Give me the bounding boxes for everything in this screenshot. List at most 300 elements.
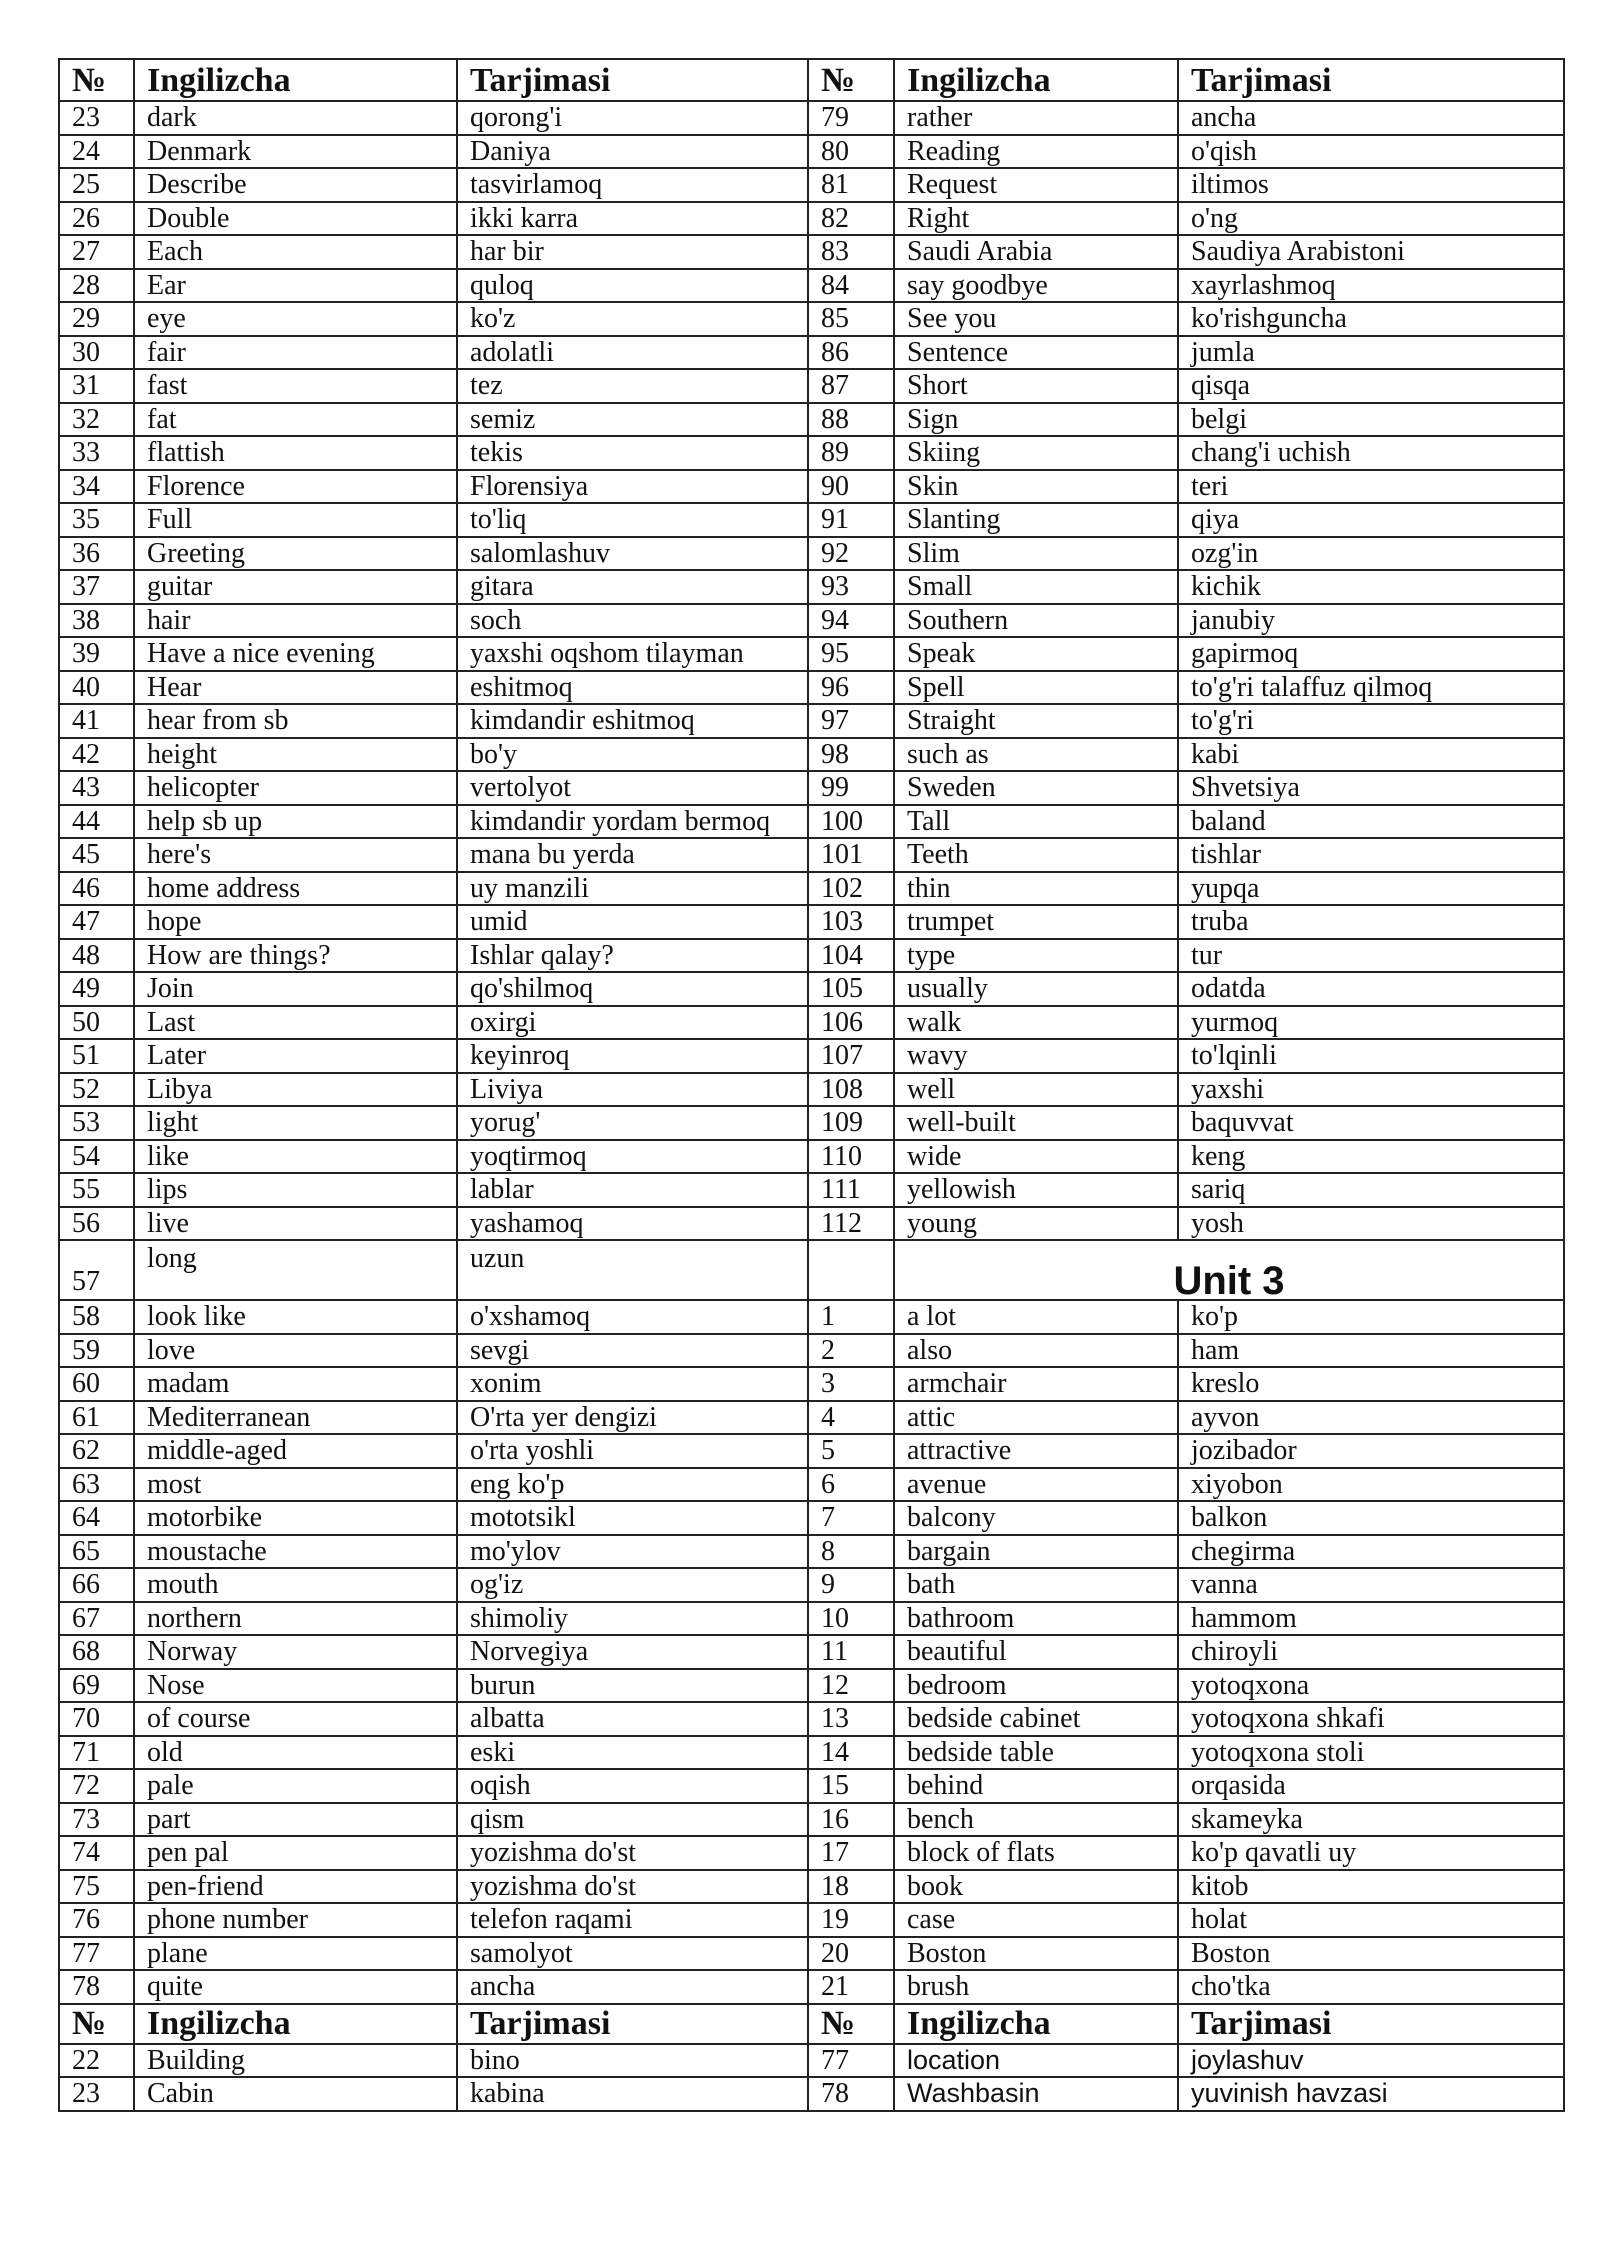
english-word: Request xyxy=(894,168,1178,202)
translation: Florensiya xyxy=(457,470,808,504)
translation: Shvetsiya xyxy=(1178,771,1564,805)
english-word: long xyxy=(134,1240,457,1300)
word-number: 4 xyxy=(808,1401,894,1435)
english-word: bedside cabinet xyxy=(894,1702,1178,1736)
english-word: walk xyxy=(894,1006,1178,1040)
english-word: pale xyxy=(134,1769,457,1803)
table-row xyxy=(59,1937,1564,1971)
translation: vertolyot xyxy=(457,771,808,805)
word-number: 24 xyxy=(59,135,134,169)
english-word: dark xyxy=(134,101,457,135)
english-word: fair xyxy=(134,336,457,370)
word-number: 93 xyxy=(808,570,894,604)
word-number: 94 xyxy=(808,604,894,638)
table-row xyxy=(59,269,1564,303)
translation: har bir xyxy=(457,235,808,269)
translation: samolyot xyxy=(457,1937,808,1971)
word-number: 73 xyxy=(59,1803,134,1837)
word-number: 51 xyxy=(59,1039,134,1073)
english-word: mouth xyxy=(134,1568,457,1602)
word-number: 99 xyxy=(808,771,894,805)
header-english: Ingilizcha xyxy=(134,59,457,101)
word-number: 105 xyxy=(808,972,894,1006)
word-number: 79 xyxy=(808,101,894,135)
table-row xyxy=(59,1106,1564,1140)
translation: Norvegiya xyxy=(457,1635,808,1669)
table-row xyxy=(59,1836,1564,1870)
english-word: pen-friend xyxy=(134,1870,457,1904)
header-translation: Tarjimasi xyxy=(457,59,808,101)
english-word: balcony xyxy=(894,1501,1178,1535)
word-number: 56 xyxy=(59,1207,134,1241)
word-number: 104 xyxy=(808,939,894,973)
translation: xonim xyxy=(457,1367,808,1401)
translation: shimoliy xyxy=(457,1602,808,1636)
translation: telefon raqami xyxy=(457,1903,808,1937)
table-row xyxy=(59,1702,1564,1736)
translation: to'g'ri xyxy=(1178,704,1564,738)
word-number: 52 xyxy=(59,1073,134,1107)
english-word: Southern xyxy=(894,604,1178,638)
english-word: Sweden xyxy=(894,771,1178,805)
table-row xyxy=(59,101,1564,135)
translation: o'xshamoq xyxy=(457,1300,808,1334)
english-word: young xyxy=(894,1207,1178,1241)
word-number: 77 xyxy=(59,1937,134,1971)
word-number: 88 xyxy=(808,403,894,437)
word-number: 1 xyxy=(808,1300,894,1334)
translation: yuvinish havzasi xyxy=(1178,2077,1564,2111)
table-row xyxy=(59,1501,1564,1535)
translation: holat xyxy=(1178,1903,1564,1937)
translation: xiyobon xyxy=(1178,1468,1564,1502)
word-number: 65 xyxy=(59,1535,134,1569)
translation: og'iz xyxy=(457,1568,808,1602)
translation: Saudiya Arabistoni xyxy=(1178,235,1564,269)
word-number: 35 xyxy=(59,503,134,537)
translation: gitara xyxy=(457,570,808,604)
table-row xyxy=(59,1173,1564,1207)
word-number: 68 xyxy=(59,1635,134,1669)
english-word: wavy xyxy=(894,1039,1178,1073)
translation: kimdandir eshitmoq xyxy=(457,704,808,738)
table-row xyxy=(59,1669,1564,1703)
word-number: 31 xyxy=(59,369,134,403)
word-number: 25 xyxy=(59,168,134,202)
word-number: 92 xyxy=(808,537,894,571)
translation: yozishma do'st xyxy=(457,1836,808,1870)
translation: oxirgi xyxy=(457,1006,808,1040)
word-number: 13 xyxy=(808,1702,894,1736)
table-row xyxy=(59,1073,1564,1107)
table-row xyxy=(59,838,1564,872)
translation: mana bu yerda xyxy=(457,838,808,872)
word-number: 34 xyxy=(59,470,134,504)
translation: lablar xyxy=(457,1173,808,1207)
word-number: 110 xyxy=(808,1140,894,1174)
table-row xyxy=(59,1140,1564,1174)
table-row xyxy=(59,1769,1564,1803)
word-number: 46 xyxy=(59,872,134,906)
word-number: 70 xyxy=(59,1702,134,1736)
english-word: home address xyxy=(134,872,457,906)
word-number: 5 xyxy=(808,1434,894,1468)
translation: chang'i uchish xyxy=(1178,436,1564,470)
word-number: 37 xyxy=(59,570,134,604)
word-number: 69 xyxy=(59,1669,134,1703)
english-word: Florence xyxy=(134,470,457,504)
header-translation: Tarjimasi xyxy=(1178,2004,1564,2044)
translation: tasvirlamoq xyxy=(457,168,808,202)
english-word: also xyxy=(894,1334,1178,1368)
word-number: 41 xyxy=(59,704,134,738)
translation: yashamoq xyxy=(457,1207,808,1241)
translation: ancha xyxy=(457,1970,808,2004)
english-word: How are things? xyxy=(134,939,457,973)
table-row xyxy=(59,2077,1564,2111)
word-number: 87 xyxy=(808,369,894,403)
word-number: 42 xyxy=(59,738,134,772)
table-row xyxy=(59,2044,1564,2078)
translation: o'qish xyxy=(1178,135,1564,169)
translation: gapirmoq xyxy=(1178,637,1564,671)
word-number: 108 xyxy=(808,1073,894,1107)
english-word: Double xyxy=(134,202,457,236)
word-number: 85 xyxy=(808,302,894,336)
translation: eski xyxy=(457,1736,808,1770)
translation: belgi xyxy=(1178,403,1564,437)
english-word: lips xyxy=(134,1173,457,1207)
word-number: 14 xyxy=(808,1736,894,1770)
english-word: Norway xyxy=(134,1635,457,1669)
translation: tekis xyxy=(457,436,808,470)
table-row xyxy=(59,872,1564,906)
translation: yotoqxona shkafi xyxy=(1178,1702,1564,1736)
translation: burun xyxy=(457,1669,808,1703)
translation: to'lqinli xyxy=(1178,1039,1564,1073)
word-number: 12 xyxy=(808,1669,894,1703)
translation: yotoqxona xyxy=(1178,1669,1564,1703)
word-number: 97 xyxy=(808,704,894,738)
translation: joylashuv xyxy=(1178,2044,1564,2078)
translation: baquvvat xyxy=(1178,1106,1564,1140)
word-number: 16 xyxy=(808,1803,894,1837)
translation: ozg'in xyxy=(1178,537,1564,571)
english-word: Have a nice evening xyxy=(134,637,457,671)
translation: Daniya xyxy=(457,135,808,169)
english-word: bedside table xyxy=(894,1736,1178,1770)
translation: oqish xyxy=(457,1769,808,1803)
word-number: 53 xyxy=(59,1106,134,1140)
translation: yozishma do'st xyxy=(457,1870,808,1904)
english-word: bathroom xyxy=(894,1602,1178,1636)
english-word: Teeth xyxy=(894,838,1178,872)
header-number: № xyxy=(59,2004,134,2044)
word-number: 107 xyxy=(808,1039,894,1073)
translation: balkon xyxy=(1178,1501,1564,1535)
translation: ham xyxy=(1178,1334,1564,1368)
english-word: bench xyxy=(894,1803,1178,1837)
word-number: 2 xyxy=(808,1334,894,1368)
english-word: Sign xyxy=(894,403,1178,437)
english-word: a lot xyxy=(894,1300,1178,1334)
table-row xyxy=(59,671,1564,705)
translation: yaxshi oqshom tilayman xyxy=(457,637,808,671)
table-row xyxy=(59,537,1564,571)
translation: kitob xyxy=(1178,1870,1564,1904)
english-word: Skiing xyxy=(894,436,1178,470)
english-word: Denmark xyxy=(134,135,457,169)
translation: keng xyxy=(1178,1140,1564,1174)
translation: O'rta yer dengizi xyxy=(457,1401,808,1435)
english-word: behind xyxy=(894,1769,1178,1803)
header-number: № xyxy=(59,59,134,101)
table-row xyxy=(59,168,1564,202)
translation: o'ng xyxy=(1178,202,1564,236)
word-number: 84 xyxy=(808,269,894,303)
translation: mo'ylov xyxy=(457,1535,808,1569)
vocabulary-page xyxy=(58,58,1563,2112)
word-number: 64 xyxy=(59,1501,134,1535)
translation: orqasida xyxy=(1178,1769,1564,1803)
table-row xyxy=(59,604,1564,638)
table-row xyxy=(59,1535,1564,1569)
word-number: 47 xyxy=(59,905,134,939)
table-row xyxy=(59,939,1564,973)
word-number: 21 xyxy=(808,1970,894,2004)
table-row xyxy=(59,570,1564,604)
english-word: Small xyxy=(894,570,1178,604)
word-number: 45 xyxy=(59,838,134,872)
translation: bo'y xyxy=(457,738,808,772)
word-number: 23 xyxy=(59,2077,134,2111)
table-row xyxy=(59,1870,1564,1904)
table-row xyxy=(59,470,1564,504)
table-row xyxy=(59,972,1564,1006)
english-word: Describe xyxy=(134,168,457,202)
translation: o'rta yoshli xyxy=(457,1434,808,1468)
translation: cho'tka xyxy=(1178,1970,1564,2004)
table-row xyxy=(59,202,1564,236)
english-word: hope xyxy=(134,905,457,939)
translation: qisqa xyxy=(1178,369,1564,403)
english-word: look like xyxy=(134,1300,457,1334)
translation: jumla xyxy=(1178,336,1564,370)
word-number: 48 xyxy=(59,939,134,973)
english-word: pen pal xyxy=(134,1836,457,1870)
translation: to'g'ri talaffuz qilmoq xyxy=(1178,671,1564,705)
translation: kabina xyxy=(457,2077,808,2111)
table-row xyxy=(59,1602,1564,1636)
unit-heading: Unit 3 xyxy=(894,1240,1564,1300)
vocabulary-table xyxy=(58,58,1565,2112)
english-word: thin xyxy=(894,872,1178,906)
english-word: such as xyxy=(894,738,1178,772)
header-translation: Tarjimasi xyxy=(457,2004,808,2044)
table-row xyxy=(59,1367,1564,1401)
translation: semiz xyxy=(457,403,808,437)
word-number: 61 xyxy=(59,1401,134,1435)
english-word: motorbike xyxy=(134,1501,457,1535)
translation: tishlar xyxy=(1178,838,1564,872)
translation: yotoqxona stoli xyxy=(1178,1736,1564,1770)
translation: sariq xyxy=(1178,1173,1564,1207)
word-number: 95 xyxy=(808,637,894,671)
translation: iltimos xyxy=(1178,168,1564,202)
translation: hammom xyxy=(1178,1602,1564,1636)
english-word: yellowish xyxy=(894,1173,1178,1207)
table-row xyxy=(59,1334,1564,1368)
table-row xyxy=(59,503,1564,537)
translation: ikki karra xyxy=(457,202,808,236)
table-row xyxy=(59,1240,1564,1300)
table-row xyxy=(59,336,1564,370)
english-word: plane xyxy=(134,1937,457,1971)
english-word: Last xyxy=(134,1006,457,1040)
english-word: flattish xyxy=(134,436,457,470)
translation: qorong'i xyxy=(457,101,808,135)
translation: ko'p qavatli uy xyxy=(1178,1836,1564,1870)
translation: adolatli xyxy=(457,336,808,370)
table-row xyxy=(59,1736,1564,1770)
word-number: 3 xyxy=(808,1367,894,1401)
english-word: usually xyxy=(894,972,1178,1006)
word-number: 111 xyxy=(808,1173,894,1207)
word-number: 90 xyxy=(808,470,894,504)
translation: qiya xyxy=(1178,503,1564,537)
table-row xyxy=(59,1300,1564,1334)
word-number: 60 xyxy=(59,1367,134,1401)
translation: yoqtirmoq xyxy=(457,1140,808,1174)
translation: odatda xyxy=(1178,972,1564,1006)
english-word: Short xyxy=(894,369,1178,403)
english-word: say goodbye xyxy=(894,269,1178,303)
word-number: 80 xyxy=(808,135,894,169)
header-english: Ingilizcha xyxy=(134,2004,457,2044)
word-number: 20 xyxy=(808,1937,894,1971)
word-number: 36 xyxy=(59,537,134,571)
table-row xyxy=(59,403,1564,437)
english-word: Slim xyxy=(894,537,1178,571)
word-number: 109 xyxy=(808,1106,894,1140)
english-word: moustache xyxy=(134,1535,457,1569)
english-word: Mediterranean xyxy=(134,1401,457,1435)
table-row xyxy=(59,1903,1564,1937)
translation: yupqa xyxy=(1178,872,1564,906)
word-number: 6 xyxy=(808,1468,894,1502)
word-number: 7 xyxy=(808,1501,894,1535)
header-number: № xyxy=(808,2004,894,2044)
word-number: 83 xyxy=(808,235,894,269)
word-number: 76 xyxy=(59,1903,134,1937)
translation: umid xyxy=(457,905,808,939)
english-word: fat xyxy=(134,403,457,437)
word-number: 103 xyxy=(808,905,894,939)
english-word: rather xyxy=(894,101,1178,135)
english-word: quite xyxy=(134,1970,457,2004)
translation: uy manzili xyxy=(457,872,808,906)
table-row xyxy=(59,235,1564,269)
english-word: Later xyxy=(134,1039,457,1073)
word-number: 32 xyxy=(59,403,134,437)
word-number: 63 xyxy=(59,1468,134,1502)
english-word: location xyxy=(894,2044,1178,2078)
translation: uzun xyxy=(457,1240,808,1300)
english-word: eye xyxy=(134,302,457,336)
word-number: 100 xyxy=(808,805,894,839)
table-row xyxy=(59,771,1564,805)
translation: tez xyxy=(457,369,808,403)
word-number: 54 xyxy=(59,1140,134,1174)
translation: keyinroq xyxy=(457,1039,808,1073)
word-number: 38 xyxy=(59,604,134,638)
word-number: 40 xyxy=(59,671,134,705)
header-english: Ingilizcha xyxy=(894,2004,1178,2044)
english-word: bedroom xyxy=(894,1669,1178,1703)
english-word: hair xyxy=(134,604,457,638)
translation: sevgi xyxy=(457,1334,808,1368)
word-number: 66 xyxy=(59,1568,134,1602)
english-word: armchair xyxy=(894,1367,1178,1401)
translation: ko'p xyxy=(1178,1300,1564,1334)
word-number: 77 xyxy=(808,2044,894,2078)
word-number: 33 xyxy=(59,436,134,470)
translation: Liviya xyxy=(457,1073,808,1107)
word-number: 17 xyxy=(808,1836,894,1870)
english-word: beautiful xyxy=(894,1635,1178,1669)
english-word: Full xyxy=(134,503,457,537)
english-word: bargain xyxy=(894,1535,1178,1569)
table-row xyxy=(59,1970,1564,2004)
english-word: Washbasin xyxy=(894,2077,1178,2111)
word-number: 101 xyxy=(808,838,894,872)
english-word: height xyxy=(134,738,457,772)
word-number: 75 xyxy=(59,1870,134,1904)
english-word: type xyxy=(894,939,1178,973)
translation: chegirma xyxy=(1178,1535,1564,1569)
word-number: 39 xyxy=(59,637,134,671)
english-word: middle-aged xyxy=(134,1434,457,1468)
english-word: case xyxy=(894,1903,1178,1937)
word-number: 78 xyxy=(59,1970,134,2004)
table-row xyxy=(59,135,1564,169)
header-translation: Tarjimasi xyxy=(1178,59,1564,101)
english-word: well xyxy=(894,1073,1178,1107)
word-number: 9 xyxy=(808,1568,894,1602)
table-row xyxy=(59,805,1564,839)
english-word: light xyxy=(134,1106,457,1140)
translation: kichik xyxy=(1178,570,1564,604)
word-number: 82 xyxy=(808,202,894,236)
english-word: Building xyxy=(134,2044,457,2078)
word-number: 81 xyxy=(808,168,894,202)
word-number: 10 xyxy=(808,1602,894,1636)
table-row xyxy=(59,1401,1564,1435)
english-word: See you xyxy=(894,302,1178,336)
translation: vanna xyxy=(1178,1568,1564,1602)
empty-cell xyxy=(808,1240,894,1300)
translation: quloq xyxy=(457,269,808,303)
english-word: Boston xyxy=(894,1937,1178,1971)
english-word: Speak xyxy=(894,637,1178,671)
word-number: 102 xyxy=(808,872,894,906)
word-number: 86 xyxy=(808,336,894,370)
word-number: 49 xyxy=(59,972,134,1006)
translation: yaxshi xyxy=(1178,1073,1564,1107)
english-word: Sentence xyxy=(894,336,1178,370)
english-word: Slanting xyxy=(894,503,1178,537)
table-row xyxy=(59,1568,1564,1602)
